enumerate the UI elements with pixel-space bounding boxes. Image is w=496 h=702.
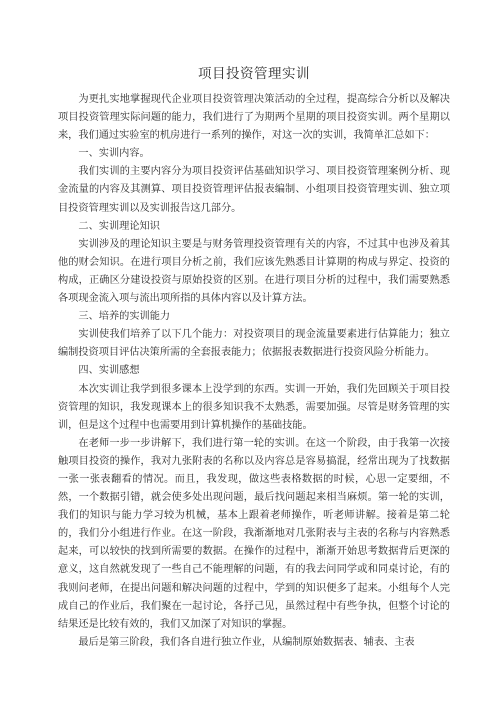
section-4-paragraph-2: 在老师一步一步讲解下，我们进行第一轮的实训。在这一个阶段，由于我第一次接触项目投资的操作，我对九张附表的名称以及内容总是容易搞混，经常出现为了找数据一张一张表翻看的情况。而且，我发现，做这些表格数据的时候，心思一定要细，不然，一个数据引错，就会使多处出现问题，最后找问题起来相当麻烦。第一轮的实训，我们的知识与能力学习较为机械，基本上跟着老师操作，听老师讲解。接着是第二轮的，我们分小组进行作业。在这一阶段，我渐渐地对几张附表与主表的名称与内容熟悉起来，可以较快的找到所需要的数据。在操作的过程中，渐渐开始思考数据背后更深的意义，这自然就发现了一些自己不能理解的问题，有的我去问同学或和同桌讨论，有的我则问老师，在提出问题和解决问题的过程中，学到的知识便多了起来。小组每个人完成自己的作业后，我们聚在一起讨论，各抒己见，虽然过程中有些争执，但整个讨论的结果还是比较有效的，我们又加深了对知识的掌握。: [58, 437, 450, 630]
section-1-body: 我们实训的主要内容分为项目投资评估基础知识学习、项目投资管理案例分析、现金流量的内容及其测算、项目投资管理评估报表编制、小组项目投资管理实训、独立项目投资管理实训以及实训报告这几部分。: [58, 166, 450, 214]
section-2-body: 实训涉及的理论知识主要是与财务管理投资管理有关的内容，不过其中也涉及着其他的财会知识。在进行项目分析之前，我们应该先熟悉目计算期的构成与界定、投资的构成，正确区分建设投资与原始投资的区别。在进行项目分析的过程中，我们需要熟悉各项现金流入项与流出项所指的具体内容以及计算方法。: [58, 238, 450, 305]
section-4-paragraph-3: 最后是第三阶段，我们各自进行独立作业，从编制原始数据表、辅表、主表: [78, 636, 415, 648]
intro-paragraph: 为更扎实地掌握现代企业项目投资管理决策活动的全过程，提高综合分析以及解决项目投资管理实际问题的能力，我们进行了为期两个星期的项目投资实训。两个星期以来，我们通过实验室的机房进行一系列的操作，对这一次的实训，我简单汇总如下：: [58, 94, 450, 142]
section-3-body: 实训使我们培养了以下几个能力：对投资项目的现金流量要素进行估算能力；独立编制投资项目评估决策所需的全套报表能力；依据报表数据进行投资风险分析能力。: [58, 329, 450, 359]
section-3-heading: 三、培养的实训能力: [78, 311, 171, 323]
section-2-heading: 二、实训理论知识: [78, 220, 160, 232]
section-4-paragraph-1: 本次实训让我学到很多课本上没学到的东西。实训一开始，我们先回顾关于项目投资管理的知识，我发现课本上的很多知识我不太熟悉，需要加强。尽管是财务管理的实训，但是这个过程中也需要用到计算机操作的基础技能。: [58, 383, 450, 431]
section-4-heading: 四、实训感想: [78, 365, 140, 377]
document-title: 项目投资管理实训: [198, 66, 310, 82]
section-1-heading: 一、实训内容。: [78, 148, 150, 160]
